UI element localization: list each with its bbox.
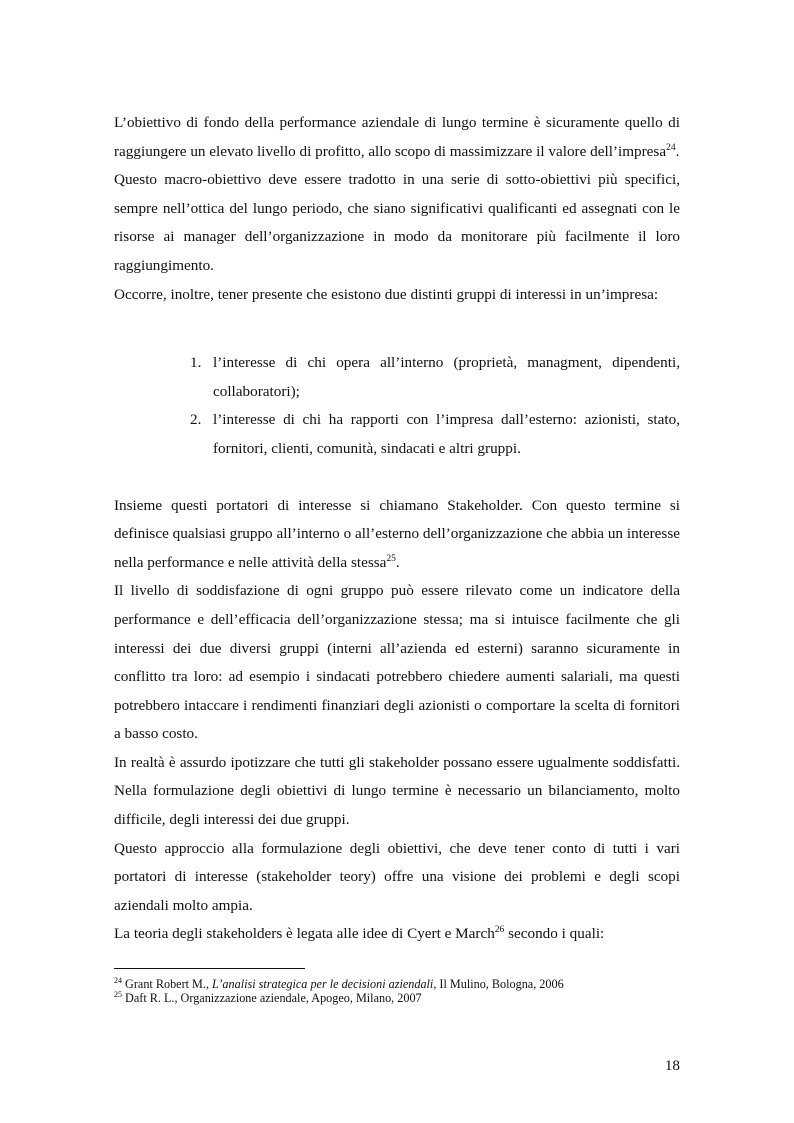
- paragraph-6: In realtà è assurdo ipotizzare che tutti gli stakeholder possano essere ugualmente soddisfatti. Nella formulazione degli obiettivi di lungo termine è necessario un bilanciamento, molto difficile, degli interessi dei due gruppi.: [114, 753, 680, 829]
- footnote-ref-25[interactable]: 25: [386, 553, 396, 564]
- footnote-24: [114, 977, 680, 991]
- footnote-author: Daft R. L., Organizzazione aziendale, Apogeo, Milano, 2007: [122, 991, 422, 1005]
- footnote-details: , Il Mulino, Bologna, 2006: [433, 977, 564, 991]
- page-number: 18: [664, 1057, 680, 1074]
- paragraph-2: Questo macro-obiettivo deve essere tradotto in una serie di sotto-obiettivi più specifici, sempre nell’ottica del lungo periodo, che siano significativi qualificanti ed assegnati con le risorse ai manager dell’organizzazione in modo da monitorare più facilmente il loro raggiungimento.: [114, 171, 680, 274]
- page-body: [114, 109, 680, 949]
- paragraph-1-text: L’obiettivo di fondo della performance aziendale di lungo termine è sicuramente quello di raggiungere un elevato livello di profitto, allo scopo di massimizzare il valore dell’impresa: [114, 114, 680, 160]
- paragraph-8-end: secondo i quali:: [504, 925, 605, 943]
- paragraph-8: [114, 920, 680, 949]
- list-item-text: l’interesse di chi ha rapporti con l’impresa dall’esterno: azionisti, stato, fornitori, clienti, comunità, sindacati e altri gruppi.: [213, 411, 680, 457]
- interest-groups-list: [114, 349, 680, 463]
- list-item-number: 2.: [190, 411, 202, 429]
- paragraph-5: Il livello di soddisfazione di ogni gruppo può essere rilevato come un indicatore della performance e dell’efficacia dell’organizzazione stessa; ma si intuisce facilmente che gli interessi dei due diversi gruppi (interni all’azienda ed esterni) saranno sicuramente in conflitto tra loro: ad esempio i sindacati potrebbero chiedere aumenti salariali, ma questi potrebbero intaccare i rendimenti finanziari degli azionisti o comportare la scelta di fornitori a basso costo.: [114, 582, 680, 743]
- paragraph-1-end: .: [675, 142, 680, 160]
- footnote-ref-24[interactable]: 24: [666, 142, 676, 153]
- footnote-number: 25: [114, 989, 122, 999]
- list-item: [114, 406, 680, 463]
- paragraph-3: Occorre, inoltre, tener presente che esistono due distinti gruppi di interessi in un’impresa:: [114, 285, 659, 303]
- footnote-25: [114, 991, 680, 1005]
- paragraph-4-text: Insieme questi portatori di interesse si chiamano Stakeholder. Con questo termine si definisce qualsiasi gruppo all’interno o all’esterno dell’organizzazione che abbia un interesse nella performance e nelle attività della stessa: [114, 496, 680, 571]
- footnote-title: L’analisi strategica per le decisioni aziendali: [212, 977, 434, 991]
- footnote-number: 24: [114, 975, 122, 985]
- list-item-text: l’interesse di chi opera all’interno (proprietà, managment, dipendenti, collaboratori);: [213, 354, 680, 400]
- paragraph-4-end: .: [395, 553, 400, 571]
- footnote-divider: [114, 968, 305, 969]
- footnotes: [114, 968, 680, 1005]
- paragraph-7: Questo approccio alla formulazione degli obiettivi, che deve tener conto di tutti i vari portatori di interesse (stakeholder teory) offre una visione dei problemi e degli scopi aziendali molto ampia.: [114, 839, 680, 914]
- list-item: [114, 349, 680, 406]
- paragraph-4: [114, 492, 680, 578]
- paragraph-1: [114, 109, 680, 166]
- list-item-number: 1.: [190, 354, 202, 372]
- paragraph-8-text: La teoria degli stakeholders è legata alle idee di Cyert e March: [114, 925, 495, 943]
- footnote-author: Grant Robert M.,: [122, 977, 213, 991]
- footnote-ref-26[interactable]: 26: [494, 925, 505, 936]
